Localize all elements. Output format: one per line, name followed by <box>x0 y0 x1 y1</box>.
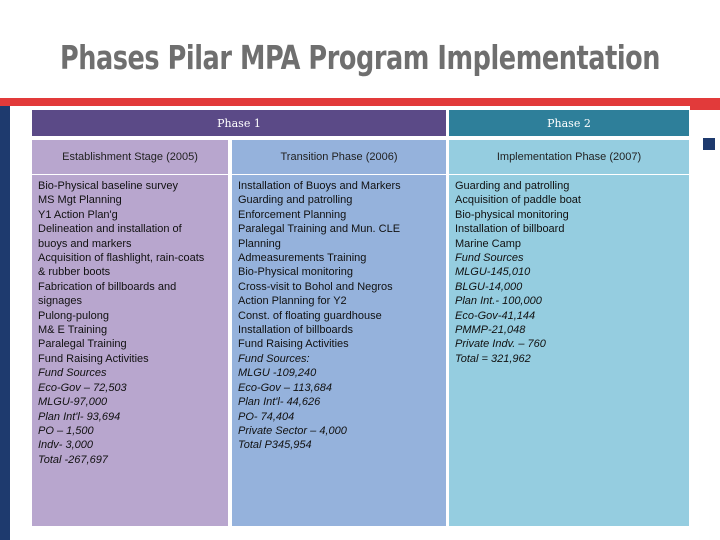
fund-item: PMMP-21,048 <box>455 324 526 337</box>
activity-item: Bio-Physical monitoring <box>238 266 353 279</box>
activity-item: Planning <box>238 237 281 250</box>
title-underline-tail <box>690 106 720 110</box>
activity-item: & rubber boots <box>38 266 111 279</box>
fund-item: PO- 74,404 <box>238 410 295 423</box>
activity-item: buoys and markers <box>38 237 132 250</box>
fund-item: Eco-Gov – 72,503 <box>38 381 127 394</box>
activity-item: Cross-visit to Bohol and Negros <box>238 280 393 293</box>
activity-item: Installation of billboard <box>455 223 565 236</box>
activity-item: Marine Camp <box>455 237 522 250</box>
fund-item: BLGU-14,000 <box>455 280 523 293</box>
activity-item: Action Planning for Y2 <box>238 295 347 308</box>
activity-item: signages <box>38 295 83 308</box>
right-accent-square <box>703 138 715 150</box>
activity-item: Bio-physical monitoring <box>455 208 569 221</box>
establishment-stage-column <box>32 140 228 526</box>
activity-item: Guarding and patrolling <box>455 180 570 192</box>
fund-item: MLGU-97,000 <box>38 396 108 409</box>
title-underline <box>0 98 720 106</box>
fund-item: Private Indv. – 760 <box>455 338 546 351</box>
stage-header: Transition Phase (2006) <box>232 140 446 175</box>
fund-item: MLGU-145,010 <box>455 266 531 279</box>
activity-item: Bio-Physical baseline survey <box>38 180 179 192</box>
activity-item: Acquisition of flashlight, rain-coats <box>38 252 205 265</box>
fund-item: Private Sector – 4,000 <box>238 424 347 437</box>
stage-body <box>232 175 446 453</box>
stage-body <box>32 175 228 467</box>
fund-item: MLGU -109,240 <box>238 367 317 380</box>
activity-item: Installation of Buoys and Markers <box>238 180 401 192</box>
stage-header: Implementation Phase (2007) <box>449 140 689 175</box>
stage-header: Establishment Stage (2005) <box>32 140 228 175</box>
activity-item: Y1 Action Plan'g <box>38 208 118 221</box>
transition-phase-column <box>232 140 446 526</box>
phase-1-label: Phase 1 <box>217 116 261 130</box>
activity-item: Paralegal Training and Mun. CLE <box>238 223 401 236</box>
activity-item: Fund Raising Activities <box>38 352 149 365</box>
activity-item: Const. of floating guardhouse <box>238 309 382 322</box>
activity-item: Delineation and installation of <box>38 223 182 236</box>
left-accent-strip <box>0 106 10 540</box>
phase-2-header <box>449 110 689 136</box>
fund-item: Fund Sources <box>38 367 107 380</box>
fund-item: Fund Sources: <box>238 352 310 365</box>
phase-1-header <box>32 110 446 136</box>
activity-item: Pulong-pulong <box>38 309 109 322</box>
fund-item: Plan Int'l- 93,694 <box>38 410 121 423</box>
activity-item: Paralegal Training <box>38 338 127 351</box>
fund-total: Total P345,954 <box>238 439 312 452</box>
fund-item: Plan Int.- 100,000 <box>455 295 542 308</box>
fund-item: Eco-Gov-41,144 <box>455 309 536 322</box>
slide-title: Phases Pilar MPA Program Implementation <box>59 38 661 77</box>
activity-item: Admeasurements Training <box>238 252 367 265</box>
stage-body <box>449 175 689 366</box>
activity-item: Guarding and patrolling <box>238 194 353 207</box>
fund-item: PO – 1,500 <box>38 424 94 437</box>
fund-item: Fund Sources <box>455 252 524 265</box>
phase-2-label: Phase 2 <box>547 116 591 130</box>
activity-item: Installation of billboards <box>238 324 353 337</box>
activity-item: Acquisition of paddle boat <box>455 194 581 207</box>
activity-item: Fund Raising Activities <box>238 338 349 351</box>
fund-item: Eco-Gov – 113,684 <box>238 381 332 394</box>
implementation-phase-column <box>449 140 689 526</box>
activity-item: MS Mgt Planning <box>38 194 122 207</box>
fund-item: Indv- 3,000 <box>38 439 94 452</box>
fund-total: Total = 321,962 <box>455 352 531 365</box>
activity-item: Enforcement Planning <box>238 208 347 221</box>
activity-item: Fabrication of billboards and <box>38 280 177 293</box>
fund-item: Plan Int'l- 44,626 <box>238 396 321 409</box>
fund-total: Total -267,697 <box>38 453 108 466</box>
activity-item: M& E Training <box>38 324 108 337</box>
